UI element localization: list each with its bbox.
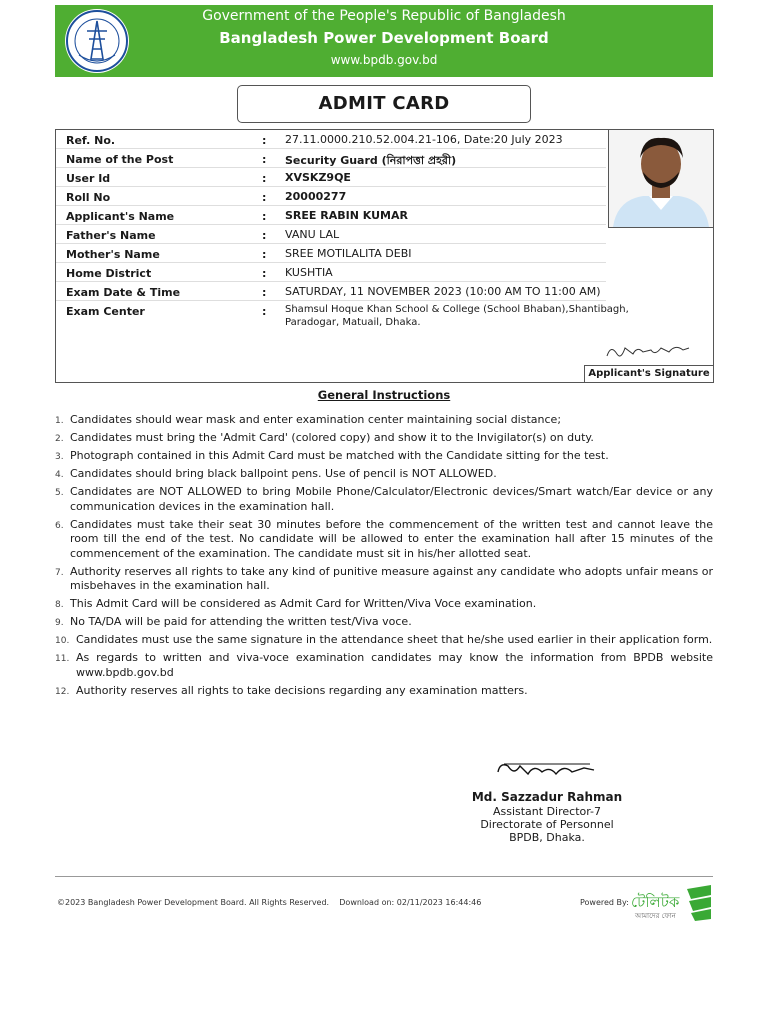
info-row-value: 27.11.0000.210.52.004.21-106, Date:20 July 2023 [285, 133, 563, 146]
info-row-value: Security Guard (নিরাপত্তা প্রহরী) [285, 154, 457, 167]
info-row-label: Home District [66, 267, 152, 280]
instructions-list [55, 413, 713, 702]
authority-name: Md. Sazzadur Rahman [471, 790, 623, 804]
info-row-value: SREE MOTILALITA DEBI [285, 247, 412, 260]
instruction-item [55, 615, 713, 630]
info-row-colon: : [262, 172, 267, 185]
info-row-value: KUSHTIA [285, 266, 333, 279]
info-row-value: SREE RABIN KUMAR [285, 209, 408, 222]
instruction-text: Candidates must use the same signature in the attendance sheet that he/she used earlier in their application form. [76, 633, 713, 646]
instruction-number: 10. [55, 636, 70, 646]
info-row-colon: : [262, 248, 267, 261]
applicant-photo [608, 130, 713, 228]
instruction-number: 1. [55, 416, 64, 426]
info-row-label: Name of the Post [66, 153, 174, 166]
instruction-text: Candidates must take their seat 30 minutes before the commencement of the written test and cannot leave the room till the end of the test. No candidate will be allowed to enter the examination hall after 15 minutes of the commencement of the examination. The candidate must sit in his/her allotted seat. [70, 517, 713, 560]
instruction-number: 5. [55, 488, 64, 498]
info-row [56, 263, 606, 282]
info-row-label: Roll No [66, 191, 111, 204]
info-row-colon: : [262, 267, 267, 280]
instruction-number: 6. [55, 520, 64, 531]
instruction-item [55, 413, 713, 428]
instruction-number: 2. [55, 434, 64, 444]
info-row [56, 282, 606, 301]
instruction-number: 3. [55, 452, 64, 462]
instruction-item [55, 565, 713, 594]
authority-office: Directorate of Personnel [480, 818, 614, 831]
header-organization-name: Bangladesh Power Development Board [219, 29, 549, 47]
instruction-number: 7. [55, 567, 64, 578]
instruction-item [55, 597, 713, 612]
instruction-item [55, 431, 713, 446]
authority-designation: Assistant Director-7 [492, 805, 602, 818]
footer-divider [55, 876, 713, 877]
instruction-number: 11. [55, 654, 70, 664]
general-instructions-title: General Instructions [317, 388, 451, 402]
info-row [56, 187, 606, 206]
applicant-info-table [55, 129, 714, 383]
info-row-colon: : [262, 191, 267, 204]
header-banner [55, 5, 713, 77]
instruction-text: Photograph contained in this Admit Card must be matched with the Candidate sitting for the test. [70, 449, 609, 462]
instruction-item [55, 684, 713, 699]
instruction-text: Candidates should wear mask and enter examination center maintaining social distance; [70, 413, 562, 426]
info-row-value: SATURDAY, 11 NOVEMBER 2023 (10:00 AM TO 11:00 AM) [285, 285, 601, 298]
info-row-value: Shamsul Hoque Khan School & College (School Bhaban),Shantibagh, Paradogar, Matuail, Dhaka. [285, 304, 629, 328]
info-row-label: Exam Center [66, 305, 145, 318]
instruction-text: Authority reserves all rights to take decisions regarding any examination matters. [76, 683, 528, 697]
copyright-text: ©2023 Bangladesh Power Development Board. All Rights Reserved. [57, 898, 330, 907]
instruction-item [55, 518, 713, 562]
instruction-item [55, 485, 713, 514]
instruction-number: 8. [55, 600, 64, 610]
teletalk-brand-sub: আমাদের ফোন [635, 912, 676, 920]
instruction-number: 4. [55, 470, 64, 480]
download-timestamp: Download on: 02/11/2023 16:44:46 [339, 898, 482, 907]
info-row-value: VANU LAL [285, 228, 340, 241]
info-row-label: User Id [66, 172, 111, 185]
info-row [56, 130, 606, 149]
info-row [56, 244, 606, 263]
instruction-item [55, 633, 713, 648]
info-row-value: XVSKZ9QE [285, 171, 351, 184]
teletalk-logo [631, 883, 713, 923]
info-row-colon: : [262, 134, 267, 147]
info-row-label: Ref. No. [66, 134, 116, 147]
info-row [56, 206, 606, 225]
instruction-text: Candidates should bring black ballpoint pens. Use of pencil is NOT ALLOWED. [70, 467, 497, 480]
instruction-text: This Admit Card will be considered as Admit Card for Written/Viva Voce examination. [70, 597, 537, 610]
info-row-label: Father's Name [66, 229, 156, 242]
footer-copyright [57, 898, 481, 907]
info-row [56, 301, 629, 335]
header-government-line: Government of the People's Republic of Bangladesh [202, 8, 566, 24]
info-row-label: Mother's Name [66, 248, 160, 261]
info-row-colon: : [262, 210, 267, 223]
authority-place: BPDB, Dhaka. [509, 831, 585, 844]
info-row-colon: : [262, 229, 267, 242]
applicant-signature-label: Applicant's Signature [584, 365, 713, 382]
info-row [56, 168, 606, 187]
instruction-text: No TA/DA will be paid for attending the written test/Viva voce. [70, 615, 412, 628]
instruction-text: Candidates are NOT ALLOWED to bring Mobile Phone/Calculator/Electronic devices/Smart watch/Ear device or any communication devices in the examination hall. [70, 485, 713, 513]
instruction-number: 12. [55, 686, 70, 697]
teletalk-brand-text: টেলিটক [631, 893, 680, 911]
info-row [56, 149, 606, 168]
instruction-number: 9. [55, 618, 64, 628]
instruction-text: As regards to written and viva-voce examination candidates may know the information from BPDB website www.bpdb.gov.bd [76, 651, 713, 679]
admit-card-title: ADMIT CARD [237, 85, 531, 123]
instruction-text: Authority reserves all rights to take any kind of punitive measure against any candidate who adopts unfair means or misbehaves in the examination hall. [70, 564, 713, 592]
info-row-colon: : [262, 305, 267, 318]
instruction-text: Candidates must bring the 'Admit Card' (colored copy) and show it to the Invigilator(s) on duty. [70, 431, 594, 444]
info-row-colon: : [262, 153, 267, 166]
info-row-label: Applicant's Name [66, 210, 175, 223]
info-row-value: 20000277 [285, 190, 347, 203]
info-row-colon: : [262, 286, 267, 299]
instruction-item [55, 467, 713, 482]
instruction-item [55, 651, 713, 680]
authority-signature-image [494, 758, 598, 784]
applicant-signature-image [603, 340, 693, 362]
powered-by-label: Powered By: [580, 898, 629, 907]
info-row-label: Exam Date & Time [66, 286, 181, 299]
instruction-item [55, 449, 713, 464]
info-row [56, 225, 606, 244]
header-website[interactable]: www.bpdb.gov.bd [330, 53, 438, 67]
